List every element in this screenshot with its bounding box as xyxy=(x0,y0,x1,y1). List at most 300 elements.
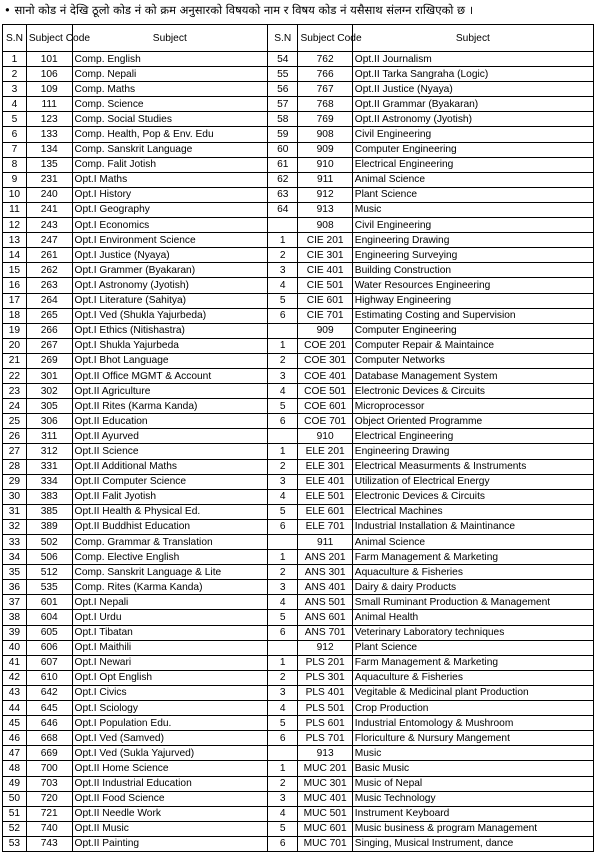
header-sn-right: S.N xyxy=(268,25,298,52)
subject-right-cell: Electrical Machines xyxy=(352,504,593,519)
table-row xyxy=(3,323,594,338)
code-right-cell: 762 xyxy=(298,52,352,67)
subject-left-cell: Opt.I Urdu xyxy=(72,610,268,625)
code-left-cell: 261 xyxy=(26,248,72,263)
code-left-cell: 134 xyxy=(26,142,72,157)
subject-left-cell: Opt.II Painting xyxy=(72,836,268,851)
code-right-cell: PLS 601 xyxy=(298,716,352,731)
sn-left-cell: 19 xyxy=(3,323,27,338)
subject-right-cell: Floriculture & Nursury Mangement xyxy=(352,731,593,746)
sn-right-cell: 3 xyxy=(268,791,298,806)
code-right-cell: 912 xyxy=(298,640,352,655)
table-row xyxy=(3,716,594,731)
subject-left-cell: Opt.I Maths xyxy=(72,172,268,187)
sn-right-cell: 2 xyxy=(268,565,298,580)
code-left-cell: 312 xyxy=(26,444,72,459)
subject-left-cell: Opt.II Health & Physical Ed. xyxy=(72,504,268,519)
sn-right-cell xyxy=(268,535,298,550)
table-row xyxy=(3,353,594,368)
sn-right-cell xyxy=(268,429,298,444)
code-right-cell: CIE 601 xyxy=(298,293,352,308)
sn-right-cell: 4 xyxy=(268,806,298,821)
table-header-row xyxy=(3,25,594,52)
sn-left-cell: 20 xyxy=(3,338,27,353)
table-row xyxy=(3,580,594,595)
sn-right-cell: 2 xyxy=(268,459,298,474)
sn-left-cell: 9 xyxy=(3,172,27,187)
sn-right-cell: 60 xyxy=(268,142,298,157)
subject-right-cell: Computer Repair & Maintaince xyxy=(352,338,593,353)
code-left-cell: 266 xyxy=(26,323,72,338)
sn-right-cell: 56 xyxy=(268,82,298,97)
code-right-cell: ELE 401 xyxy=(298,474,352,489)
code-left-cell: 506 xyxy=(26,550,72,565)
code-right-cell: 910 xyxy=(298,429,352,444)
table-row xyxy=(3,806,594,821)
table-row xyxy=(3,670,594,685)
sn-left-cell: 28 xyxy=(3,459,27,474)
table-row xyxy=(3,836,594,851)
code-left-cell: 502 xyxy=(26,535,72,550)
sn-left-cell: 32 xyxy=(3,519,27,534)
sn-right-cell: 1 xyxy=(268,655,298,670)
sn-left-cell: 8 xyxy=(3,157,27,172)
subject-right-cell: Farm Management & Marketing xyxy=(352,550,593,565)
code-right-cell: COE 201 xyxy=(298,338,352,353)
code-left-cell: 740 xyxy=(26,821,72,836)
subject-right-cell: Electrical Engineering xyxy=(352,157,593,172)
code-right-cell: 910 xyxy=(298,157,352,172)
sn-left-cell: 15 xyxy=(3,263,27,278)
subject-right-cell: Opt.II Justice (Nyaya) xyxy=(352,82,593,97)
sn-left-cell: 4 xyxy=(3,97,27,112)
table-row xyxy=(3,233,594,248)
subject-left-cell: Opt.II Music xyxy=(72,821,268,836)
sn-left-cell: 11 xyxy=(3,202,27,217)
header-subject-right: Subject xyxy=(352,25,593,52)
sn-right-cell: 6 xyxy=(268,519,298,534)
sn-left-cell: 33 xyxy=(3,535,27,550)
header-code-left: Subject Code xyxy=(26,25,72,52)
sn-right-cell: 4 xyxy=(268,489,298,504)
subject-right-cell: Opt.II Grammar (Byakaran) xyxy=(352,97,593,112)
code-right-cell: PLS 501 xyxy=(298,701,352,716)
table-row xyxy=(3,218,594,233)
subject-right-cell: Animal Science xyxy=(352,535,593,550)
code-right-cell: PLS 701 xyxy=(298,731,352,746)
sn-left-cell: 43 xyxy=(3,685,27,700)
sn-left-cell: 36 xyxy=(3,580,27,595)
sn-left-cell: 46 xyxy=(3,731,27,746)
sn-right-cell: 5 xyxy=(268,610,298,625)
subject-right-cell: Aquaculture & Fisheries xyxy=(352,670,593,685)
code-right-cell: 769 xyxy=(298,112,352,127)
table-row xyxy=(3,610,594,625)
sn-left-cell: 31 xyxy=(3,504,27,519)
code-left-cell: 231 xyxy=(26,172,72,187)
table-row xyxy=(3,550,594,565)
code-left-cell: 646 xyxy=(26,716,72,731)
subject-right-cell: Electrical Measurments & Instruments xyxy=(352,459,593,474)
code-right-cell: ELE 201 xyxy=(298,444,352,459)
table-row xyxy=(3,595,594,610)
code-left-cell: 135 xyxy=(26,157,72,172)
subject-left-cell: Comp. Science xyxy=(72,97,268,112)
sn-left-cell: 10 xyxy=(3,187,27,202)
code-left-cell: 743 xyxy=(26,836,72,851)
table-row xyxy=(3,399,594,414)
code-left-cell: 305 xyxy=(26,399,72,414)
subject-right-cell: Instrument Keyboard xyxy=(352,806,593,821)
subject-left-cell: Opt.I Population Edu. xyxy=(72,716,268,731)
sn-left-cell: 47 xyxy=(3,746,27,761)
sn-left-cell: 23 xyxy=(3,384,27,399)
code-left-cell: 106 xyxy=(26,67,72,82)
subject-right-cell: Electronic Devices & Circuits xyxy=(352,384,593,399)
subject-left-cell: Opt.I Economics xyxy=(72,218,268,233)
code-right-cell: ELE 701 xyxy=(298,519,352,534)
code-right-cell: CIE 301 xyxy=(298,248,352,263)
subject-left-cell: Opt.I Literature (Sahitya) xyxy=(72,293,268,308)
subject-left-cell: Opt.II Computer Science xyxy=(72,474,268,489)
subject-left-cell: Comp. Sanskrit Language xyxy=(72,142,268,157)
code-right-cell: 913 xyxy=(298,202,352,217)
subject-left-cell: Comp. Sanskrit Language & Lite xyxy=(72,565,268,580)
table-row xyxy=(3,655,594,670)
sn-left-cell: 24 xyxy=(3,399,27,414)
code-left-cell: 535 xyxy=(26,580,72,595)
subject-right-cell: Plant Science xyxy=(352,187,593,202)
sn-right-cell: 59 xyxy=(268,127,298,142)
subject-right-cell: Music business & program Management xyxy=(352,821,593,836)
sn-left-cell: 18 xyxy=(3,308,27,323)
subject-right-cell: Engineering Surveying xyxy=(352,248,593,263)
subject-right-cell: Industrial Installation & Maintinance xyxy=(352,519,593,534)
table-row xyxy=(3,489,594,504)
code-right-cell: 766 xyxy=(298,67,352,82)
sn-left-cell: 6 xyxy=(3,127,27,142)
sn-left-cell: 48 xyxy=(3,761,27,776)
sn-right-cell xyxy=(268,323,298,338)
subject-left-cell: Opt.II Rites (Karma Kanda) xyxy=(72,399,268,414)
code-right-cell: CIE 701 xyxy=(298,308,352,323)
sn-left-cell: 17 xyxy=(3,293,27,308)
sn-left-cell: 29 xyxy=(3,474,27,489)
subject-left-cell: Opt.I Ved (Sukla Yajurved) xyxy=(72,746,268,761)
code-left-cell: 604 xyxy=(26,610,72,625)
code-right-cell: ANS 301 xyxy=(298,565,352,580)
subject-left-cell: Opt.II Needle Work xyxy=(72,806,268,821)
subject-right-cell: Opt.II Journalism xyxy=(352,52,593,67)
table-row xyxy=(3,776,594,791)
sn-right-cell: 6 xyxy=(268,731,298,746)
code-right-cell: MUC 501 xyxy=(298,806,352,821)
table-row xyxy=(3,504,594,519)
subject-left-cell: Opt.I Newari xyxy=(72,655,268,670)
subject-right-cell: Engineering Drawing xyxy=(352,444,593,459)
code-right-cell: COE 401 xyxy=(298,368,352,383)
table-row xyxy=(3,565,594,580)
table-row xyxy=(3,761,594,776)
sn-right-cell: 2 xyxy=(268,353,298,368)
code-right-cell: ANS 701 xyxy=(298,625,352,640)
code-right-cell: 909 xyxy=(298,142,352,157)
code-right-cell: CIE 401 xyxy=(298,263,352,278)
table-row xyxy=(3,338,594,353)
table-row xyxy=(3,429,594,444)
subject-right-cell: Opt.II Astronomy (Jyotish) xyxy=(352,112,593,127)
code-left-cell: 334 xyxy=(26,474,72,489)
code-right-cell: MUC 401 xyxy=(298,791,352,806)
subject-right-cell: Utilization of Electrical Energy xyxy=(352,474,593,489)
sn-right-cell: 3 xyxy=(268,263,298,278)
table-row xyxy=(3,746,594,761)
sn-left-cell: 21 xyxy=(3,353,27,368)
table-row xyxy=(3,278,594,293)
table-row xyxy=(3,293,594,308)
subject-left-cell: Comp. Grammar & Translation xyxy=(72,535,268,550)
subject-right-cell: Plant Science xyxy=(352,640,593,655)
table-row xyxy=(3,157,594,172)
code-left-cell: 247 xyxy=(26,233,72,248)
table-row xyxy=(3,142,594,157)
table-row xyxy=(3,263,594,278)
table-row xyxy=(3,640,594,655)
sn-left-cell: 16 xyxy=(3,278,27,293)
code-left-cell: 133 xyxy=(26,127,72,142)
code-left-cell: 610 xyxy=(26,670,72,685)
code-left-cell: 111 xyxy=(26,97,72,112)
subject-left-cell: Comp. Elective English xyxy=(72,550,268,565)
sn-right-cell: 62 xyxy=(268,172,298,187)
code-left-cell: 301 xyxy=(26,368,72,383)
sn-right-cell: 57 xyxy=(268,97,298,112)
subject-left-cell: Opt.I Environment Science xyxy=(72,233,268,248)
subject-right-cell: Dairy & dairy Products xyxy=(352,580,593,595)
subject-left-cell: Opt.II Additional Maths xyxy=(72,459,268,474)
code-right-cell: ANS 501 xyxy=(298,595,352,610)
subject-left-cell: Opt.II Food Science xyxy=(72,791,268,806)
sn-right-cell: 63 xyxy=(268,187,298,202)
subject-right-cell: Water Resources Engineering xyxy=(352,278,593,293)
code-left-cell: 101 xyxy=(26,52,72,67)
sn-left-cell: 50 xyxy=(3,791,27,806)
code-right-cell: MUC 601 xyxy=(298,821,352,836)
code-right-cell: ELE 501 xyxy=(298,489,352,504)
table-row xyxy=(3,82,594,97)
table-row xyxy=(3,187,594,202)
code-left-cell: 385 xyxy=(26,504,72,519)
subject-left-cell: Opt.II Office MGMT & Account xyxy=(72,368,268,383)
subject-left-cell: Opt.II Education xyxy=(72,414,268,429)
header-subject-left: Subject xyxy=(72,25,268,52)
subject-left-cell: Comp. Falit Jotish xyxy=(72,157,268,172)
code-left-cell: 331 xyxy=(26,459,72,474)
code-left-cell: 642 xyxy=(26,685,72,700)
subject-right-cell: Computer Engineering xyxy=(352,323,593,338)
code-right-cell: 767 xyxy=(298,82,352,97)
sn-right-cell: 2 xyxy=(268,248,298,263)
subject-left-cell: Opt.II Falit Jyotish xyxy=(72,489,268,504)
subject-right-cell: Veterinary Laboratory techniques xyxy=(352,625,593,640)
subject-left-cell: Opt.II Industrial Education xyxy=(72,776,268,791)
subject-left-cell: Opt.I Opt English xyxy=(72,670,268,685)
sn-right-cell: 3 xyxy=(268,474,298,489)
subject-right-cell: Animal Science xyxy=(352,172,593,187)
table-row xyxy=(3,414,594,429)
sn-left-cell: 14 xyxy=(3,248,27,263)
subject-left-cell: Opt.I Maithili xyxy=(72,640,268,655)
sn-left-cell: 25 xyxy=(3,414,27,429)
code-left-cell: 123 xyxy=(26,112,72,127)
code-left-cell: 721 xyxy=(26,806,72,821)
code-right-cell: 912 xyxy=(298,187,352,202)
table-row xyxy=(3,97,594,112)
subject-right-cell: Basic Music xyxy=(352,761,593,776)
subject-right-cell: Singing, Musical Instrument, dance xyxy=(352,836,593,851)
subject-right-cell: Music xyxy=(352,746,593,761)
code-right-cell: CIE 501 xyxy=(298,278,352,293)
code-left-cell: 607 xyxy=(26,655,72,670)
sn-right-cell: 1 xyxy=(268,550,298,565)
code-right-cell: 911 xyxy=(298,172,352,187)
sn-left-cell: 27 xyxy=(3,444,27,459)
subject-left-cell: Opt.I Ved (Samved) xyxy=(72,731,268,746)
sn-right-cell: 54 xyxy=(268,52,298,67)
subject-right-cell: Engineering Drawing xyxy=(352,233,593,248)
code-right-cell: PLS 401 xyxy=(298,685,352,700)
table-row xyxy=(3,52,594,67)
sn-left-cell: 7 xyxy=(3,142,27,157)
sn-left-cell: 38 xyxy=(3,610,27,625)
code-right-cell: ANS 601 xyxy=(298,610,352,625)
sn-right-cell: 61 xyxy=(268,157,298,172)
sn-left-cell: 5 xyxy=(3,112,27,127)
subject-right-cell: Music xyxy=(352,202,593,217)
code-right-cell: ELE 601 xyxy=(298,504,352,519)
code-right-cell: MUC 201 xyxy=(298,761,352,776)
table-row xyxy=(3,67,594,82)
sn-left-cell: 30 xyxy=(3,489,27,504)
sn-left-cell: 34 xyxy=(3,550,27,565)
sn-left-cell: 51 xyxy=(3,806,27,821)
code-left-cell: 263 xyxy=(26,278,72,293)
subject-right-cell: Electrical Engineering xyxy=(352,429,593,444)
sn-right-cell: 4 xyxy=(268,384,298,399)
table-row xyxy=(3,821,594,836)
sn-right-cell: 6 xyxy=(268,836,298,851)
code-left-cell: 703 xyxy=(26,776,72,791)
subject-right-cell: Music Technology xyxy=(352,791,593,806)
subject-right-cell: Estimating Costing and Supervision xyxy=(352,308,593,323)
code-left-cell: 243 xyxy=(26,218,72,233)
code-left-cell: 383 xyxy=(26,489,72,504)
subject-left-cell: Opt.I History xyxy=(72,187,268,202)
table-row xyxy=(3,685,594,700)
code-right-cell: COE 301 xyxy=(298,353,352,368)
subject-right-cell: Farm Management & Marketing xyxy=(352,655,593,670)
sn-left-cell: 2 xyxy=(3,67,27,82)
code-right-cell: 908 xyxy=(298,218,352,233)
sn-left-cell: 42 xyxy=(3,670,27,685)
subject-left-cell: Opt.I Ethics (Nitishastra) xyxy=(72,323,268,338)
subject-left-cell: Opt.I Nepali xyxy=(72,595,268,610)
subject-right-cell: Civil Engineering xyxy=(352,127,593,142)
subject-right-cell: Highway Engineering xyxy=(352,293,593,308)
subject-left-cell: Comp. Social Studies xyxy=(72,112,268,127)
code-left-cell: 241 xyxy=(26,202,72,217)
subject-left-cell: Opt.I Geography xyxy=(72,202,268,217)
subject-left-cell: Opt.II Science xyxy=(72,444,268,459)
subject-right-cell: Database Management System xyxy=(352,368,593,383)
table-row xyxy=(3,459,594,474)
code-left-cell: 605 xyxy=(26,625,72,640)
code-left-cell: 700 xyxy=(26,761,72,776)
code-right-cell: 908 xyxy=(298,127,352,142)
sn-right-cell: 6 xyxy=(268,308,298,323)
header-sn-left: S.N xyxy=(3,25,27,52)
code-right-cell: 913 xyxy=(298,746,352,761)
sn-left-cell: 1 xyxy=(3,52,27,67)
sn-right-cell: 5 xyxy=(268,821,298,836)
sn-right-cell: 4 xyxy=(268,595,298,610)
sn-right-cell: 1 xyxy=(268,761,298,776)
sn-left-cell: 41 xyxy=(3,655,27,670)
subject-right-cell: Electronic Devices & Circuits xyxy=(352,489,593,504)
subject-left-cell: Opt.I Ved (Shukla Yajurbeda) xyxy=(72,308,268,323)
subject-right-cell: Computer Engineering xyxy=(352,142,593,157)
subject-right-cell: Object Oriented Programme xyxy=(352,414,593,429)
sn-left-cell: 3 xyxy=(3,82,27,97)
subject-left-cell: Opt.II Agriculture xyxy=(72,384,268,399)
sn-right-cell: 3 xyxy=(268,368,298,383)
code-left-cell: 265 xyxy=(26,308,72,323)
code-right-cell: 909 xyxy=(298,323,352,338)
code-right-cell: MUC 701 xyxy=(298,836,352,851)
subject-right-cell: Vegitable & Medicinal plant Production xyxy=(352,685,593,700)
code-left-cell: 240 xyxy=(26,187,72,202)
code-left-cell: 606 xyxy=(26,640,72,655)
table-row xyxy=(3,474,594,489)
subject-right-cell: Aquaculture & Fisheries xyxy=(352,565,593,580)
subject-left-cell: Comp. Health, Pop & Env. Edu xyxy=(72,127,268,142)
code-right-cell: ANS 401 xyxy=(298,580,352,595)
sn-left-cell: 40 xyxy=(3,640,27,655)
code-left-cell: 668 xyxy=(26,731,72,746)
sn-right-cell: 5 xyxy=(268,716,298,731)
code-right-cell: COE 701 xyxy=(298,414,352,429)
subject-right-cell: Small Ruminant Production & Management xyxy=(352,595,593,610)
subject-left-cell: Opt.II Home Science xyxy=(72,761,268,776)
subject-right-cell: Opt.II Tarka Sangraha (Logic) xyxy=(352,67,593,82)
subject-left-cell: Comp. English xyxy=(72,52,268,67)
subject-left-cell: Opt.II Ayurved xyxy=(72,429,268,444)
sn-right-cell: 2 xyxy=(268,776,298,791)
sn-right-cell: 64 xyxy=(268,202,298,217)
subject-left-cell: Comp. Nepali xyxy=(72,67,268,82)
table-row xyxy=(3,535,594,550)
sn-right-cell xyxy=(268,218,298,233)
table-row xyxy=(3,172,594,187)
table-row xyxy=(3,519,594,534)
table-row xyxy=(3,701,594,716)
code-right-cell: PLS 301 xyxy=(298,670,352,685)
subject-left-cell: Opt.I Astronomy (Jyotish) xyxy=(72,278,268,293)
code-right-cell: 768 xyxy=(298,97,352,112)
table-row xyxy=(3,444,594,459)
code-left-cell: 262 xyxy=(26,263,72,278)
sn-right-cell: 5 xyxy=(268,504,298,519)
